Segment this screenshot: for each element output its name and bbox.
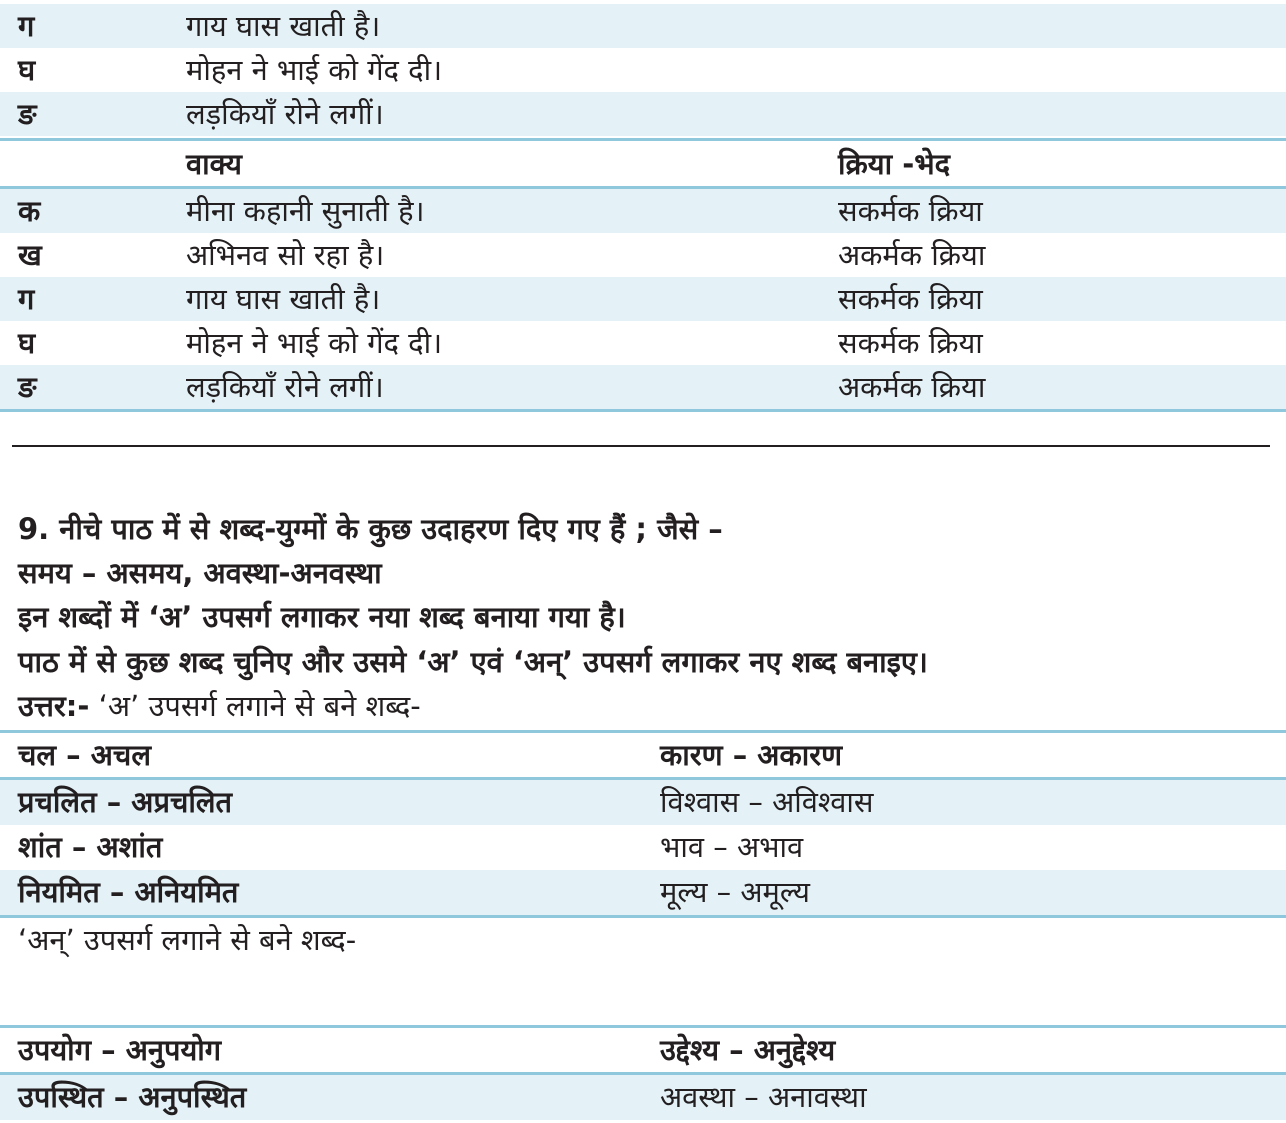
sentence-table-top [0, 4, 1286, 136]
word-pair-left: चल – अचल [18, 738, 152, 772]
word-pair-right: उद्देश्य – अनुद्देश्य [660, 1033, 836, 1067]
question-line: इन शब्दों में ‘अ’ उपसर्ग लगाकर नया शब्द बनाया गया है। [18, 600, 626, 634]
answer-label: उत्तर:- [18, 689, 90, 723]
question-line: पाठ में से कुछ शब्द चुनिए और उसमे ‘अ’ एवं ‘अन्’ उपसर्ग लगाकर नए शब्द बनाइए। [18, 645, 928, 679]
word-pair-left: प्रचलित – अप्रचलित [18, 785, 233, 819]
row-verb-type: अकर्मक क्रिया [838, 370, 986, 404]
row-letter: घ [18, 326, 36, 360]
table-divider [0, 138, 1286, 141]
table-row [0, 365, 1286, 409]
answer-line [18, 684, 421, 728]
row-sentence: लड़कियाँ रोने लगीं। [186, 370, 384, 404]
word-pair-right: अवस्था – अनावस्था [660, 1080, 867, 1114]
row-verb-type: अकर्मक क्रिया [838, 238, 986, 272]
table-row [0, 48, 1286, 92]
word-pair-left: उपस्थित – अनुपस्थित [18, 1080, 247, 1114]
answer-text: ‘अ’ उपसर्ग लगाने से बने शब्द- [89, 689, 421, 723]
an-prefix-rows [0, 1075, 1286, 1120]
header-verb-type: क्रिया -भेद [838, 147, 951, 181]
table-row [0, 1075, 1286, 1120]
row-sentence: लड़कियाँ रोने लगीं। [186, 97, 384, 131]
row-sentence: मोहन ने भाई को गेंद दी। [186, 53, 443, 87]
row-verb-type: सकर्मक क्रिया [838, 194, 983, 228]
a-prefix-rows [0, 780, 1286, 915]
question-line: 9. नीचे पाठ में से शब्द-युग्मों के कुछ उदाहरण दिए गए हैं ; जैसे – [18, 512, 723, 546]
row-letter: ख [18, 238, 42, 272]
table-header-row [0, 142, 1286, 186]
row-letter: ङ [18, 370, 37, 404]
word-pair-right: भाव – अभाव [660, 830, 804, 864]
section-separator [12, 445, 1270, 447]
row-letter: क [18, 194, 41, 228]
table-row [0, 92, 1286, 136]
row-sentence: अभिनव सो रहा है। [186, 238, 385, 272]
row-verb-type: सकर्मक क्रिया [838, 282, 983, 316]
table-row [0, 870, 1286, 915]
word-pair-right: विश्वास – अविश्वास [660, 785, 874, 819]
word-pair-left: नियमित – अनियमित [18, 875, 239, 909]
table-row [0, 233, 1286, 277]
table-row [0, 825, 1286, 870]
table-row [0, 277, 1286, 321]
question-line: समय – असमय, अवस्था-अनवस्था [18, 556, 382, 590]
word-pair-right: कारण – अकारण [660, 738, 843, 772]
row-sentence: मीना कहानी सुनाती है। [186, 194, 425, 228]
table-row [0, 733, 1286, 778]
row-verb-type: सकर्मक क्रिया [838, 326, 983, 360]
verb-type-table [0, 142, 1286, 186]
row-sentence: गाय घास खाती है। [186, 9, 381, 43]
verb-type-rows [0, 189, 1286, 409]
row-letter: ग [18, 9, 35, 43]
table-row [0, 1028, 1286, 1073]
row-sentence: गाय घास खाती है। [186, 282, 381, 316]
table-row [0, 4, 1286, 48]
row-letter: घ [18, 53, 36, 87]
an-prefix-heading: ‘अन्’ उपसर्ग लगाने से बने शब्द- [18, 923, 357, 957]
table-row [0, 780, 1286, 825]
word-pair-left: शांत – अशांत [18, 830, 163, 864]
table-row [0, 321, 1286, 365]
word-pair-right: मूल्य – अमूल्य [660, 875, 810, 909]
table-divider [0, 409, 1286, 412]
table-row [0, 189, 1286, 233]
row-sentence: मोहन ने भाई को गेंद दी। [186, 326, 443, 360]
row-letter: ग [18, 282, 35, 316]
an-prefix-table [0, 1028, 1286, 1073]
word-pair-left: उपयोग – अनुपयोग [18, 1033, 222, 1067]
row-letter: ङ [18, 97, 37, 131]
header-sentence: वाक्य [186, 147, 242, 181]
a-prefix-table [0, 733, 1286, 778]
